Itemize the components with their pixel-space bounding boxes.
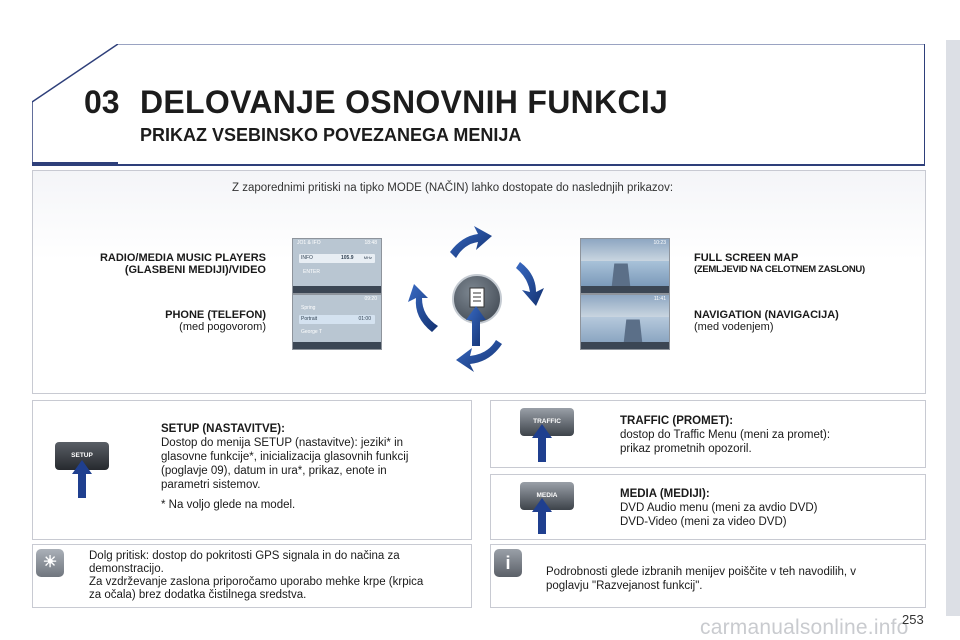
arrow-left-icon (408, 284, 438, 332)
phone-screen-line1: Spring (301, 305, 316, 311)
phone-screen-time: 09:20 (364, 296, 377, 302)
radio-screen-unit: MHz (363, 255, 372, 260)
page-title: DELOVANJE OSNOVNIH FUNKCIJ (140, 84, 669, 120)
media-text (620, 487, 818, 529)
setup-text (161, 422, 408, 512)
info-icon: i (494, 549, 522, 577)
tip-text (89, 550, 423, 602)
phone-screen-line3: George T (301, 329, 323, 335)
media-button[interactable]: MEDIA (520, 482, 574, 510)
info-line: poglavju "Razvejanost funkcij". (546, 580, 703, 592)
navigation-screen-thumbnail (580, 294, 670, 350)
phone-screen-row (299, 315, 375, 324)
phone-screen-bar (293, 342, 381, 349)
watermark: carmanualsonline.info (700, 616, 909, 639)
media-arrow-icon (532, 498, 552, 536)
radio-label (60, 252, 266, 276)
media-line: DVD Audio menu (meni za avdio DVD) (620, 502, 818, 514)
phone-label-subtitle: (med pogovorom) (179, 321, 266, 333)
traffic-text (620, 414, 830, 456)
phone-screen-line2: Portrait (301, 316, 318, 322)
arrow-right-icon (516, 262, 544, 306)
setup-line: parametri sistemov. (161, 479, 261, 491)
fullmap-label-subtitle: (ZEMLJEVID NA CELOTNEM ZASLONU) (694, 264, 865, 275)
fullmap-screen-time: 10:23 (653, 240, 666, 246)
intro-text: Z zaporednimi pritiski na tipko MODE (NAČIN) lahko dostopate do naslednjih prikazov: (232, 182, 674, 194)
tip-line: demonstracijo. (89, 563, 164, 575)
radio-screen-bar (293, 286, 381, 293)
fullmap-label (694, 252, 924, 275)
page-subtitle: PRIKAZ VSEBINSKO POVEZANEGA MENIJA (140, 125, 522, 145)
radio-label-title: RADIO/MEDIA MUSIC PLAYERS (99, 252, 266, 264)
setup-line: Dostop do menija SETUP (nastavitve): jeziki* in (161, 437, 404, 449)
radio-screen-line1: JO1 & IFO (297, 240, 321, 246)
fullmap-screen-thumbnail (580, 238, 670, 294)
sun-icon: ☀ (36, 549, 64, 577)
media-line: DVD-Video (meni za video DVD) (620, 516, 787, 528)
phone-label-title: PHONE (TELEFON) (165, 309, 266, 321)
traffic-title: TRAFFIC (PROMET): (620, 415, 734, 427)
navigation-label-title: NAVIGATION (NAVIGACIJA) (694, 309, 839, 321)
setup-line: glasovne funkcije*, inicializacija glasovnih funkcij (161, 451, 409, 463)
traffic-button[interactable]: TRAFFIC (520, 408, 574, 436)
setup-line: (poglavje 09), datum in ura*, prikaz, enote in (161, 465, 387, 477)
tip-line: Dolg pritisk: dostop do pokritosti GPS signala in do načina za (89, 550, 400, 562)
setup-arrow-icon (72, 460, 92, 500)
arrow-top-icon (450, 226, 492, 258)
radio-screen-line3: ENTER (303, 269, 320, 275)
navigation-label-subtitle: (med vodenjem) (694, 321, 774, 333)
radio-label-subtitle: (GLASBENI MEDIJI)/VIDEO (124, 264, 266, 276)
traffic-line: dostop do Traffic Menu (meni za promet): (620, 429, 831, 441)
fullmap-label-title: FULL SCREEN MAP (694, 252, 799, 264)
info-text (546, 565, 856, 593)
phone-label (60, 309, 266, 333)
radio-screen-thumbnail (292, 238, 382, 294)
radio-screen-row (299, 254, 375, 263)
phone-screen-dur: 01:00 (358, 316, 371, 322)
setup-button[interactable]: SETUP (55, 442, 109, 470)
navigation-label (694, 309, 924, 333)
setup-title: SETUP (NASTAVITVE): (161, 423, 285, 435)
setup-note: * Na voljo glede na model. (161, 499, 296, 511)
info-line: Podrobnosti glede izbranih menijev poiščite v teh navodilih, v (546, 566, 857, 578)
tip-line: za očala) brez dodatka čistilnega sredstva. (89, 589, 307, 601)
page-edge-strip (946, 40, 960, 616)
radio-screen-freq: 105.9 (341, 255, 354, 261)
navigation-screen-time: 11:41 (653, 296, 666, 302)
traffic-arrow-icon (532, 424, 552, 464)
tip-line: Za vzdrževanje zaslona priporočamo uporabo mehke krpe (krpica (89, 576, 424, 588)
traffic-line: prikaz prometnih opozoril. (620, 443, 752, 455)
page-number: 253 (902, 612, 924, 627)
radio-screen-time: 18:48 (364, 240, 377, 246)
radio-screen-line2: INFO (301, 255, 313, 261)
mode-press-arrow-icon (466, 306, 486, 346)
chapter-number: 03 (84, 84, 120, 120)
phone-screen-thumbnail (292, 294, 382, 350)
media-title: MEDIA (MEDIJI): (620, 488, 710, 500)
